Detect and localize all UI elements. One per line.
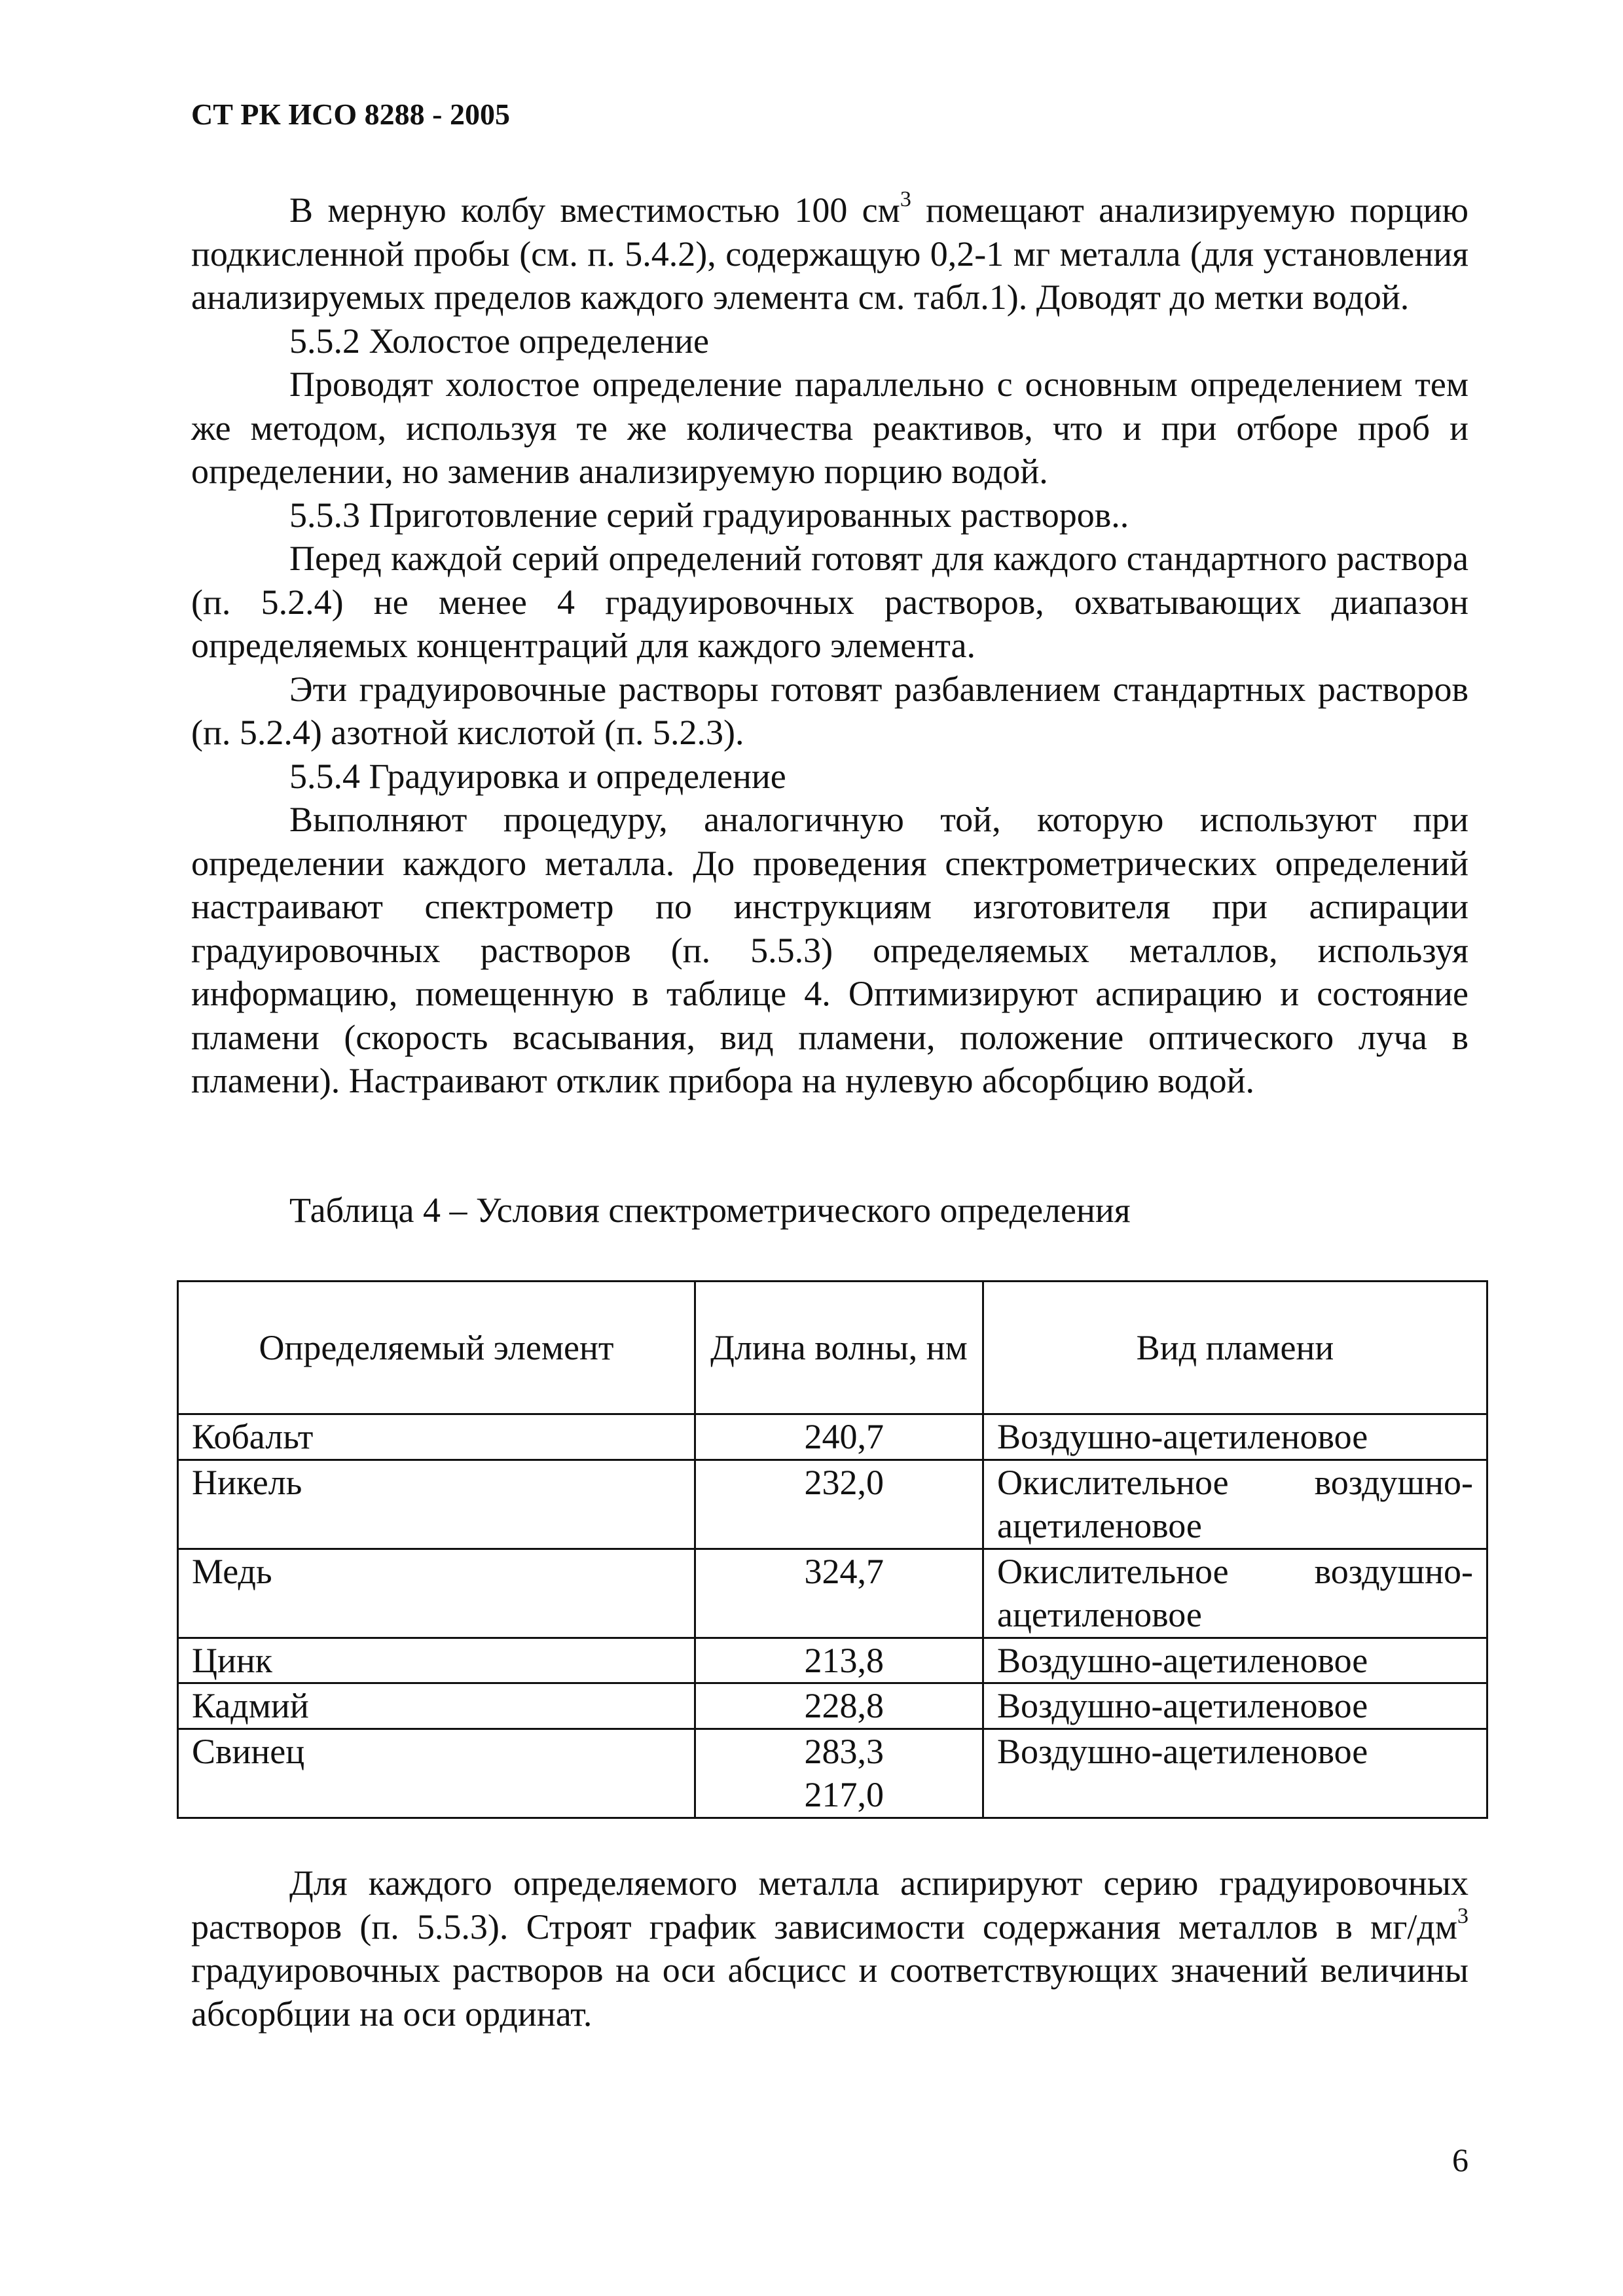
page-number: 6: [1452, 2142, 1468, 2178]
spectrometry-conditions-table: [177, 1280, 1488, 1819]
paragraph-calibration-series: Перед каждой серий определений готовят для каждого стандартного раствора (п. 5.2.4) не менее 4 градуировочных растворов, охватывающих диапазон определяемых концентраций для каждого элемента.: [191, 539, 1468, 665]
document-header: СТ РК ИСО 8288 - 2005: [191, 98, 510, 131]
cell-element: Кобальт: [178, 1414, 695, 1460]
paragraph-blank-determination: Проводят холостое определение параллельно с основным определением тем же методом, используя те же количества реактивов, что и при отборе проб и определении, но заменив анализируемую порцию водой.: [191, 365, 1468, 491]
table-row: [178, 1460, 1487, 1549]
cell-wavelength: 240,7: [695, 1414, 983, 1460]
table-row: [178, 1683, 1487, 1729]
paragraph-graph-text-a: Для каждого определяемого металла аспирируют серию градуировочных растворов (п. 5.5.3). Строят график зависимости содержания металлов в мг/дм: [191, 1863, 1468, 1946]
cell-flame: Воздушно-ацетиленовое: [983, 1638, 1487, 1683]
table-caption: Таблица 4 – Условия спектрометрического определения: [289, 1191, 1131, 1230]
cell-wavelength-primary: 283,3: [804, 1731, 884, 1771]
cell-flame: Окислительное воздушно-ацетиленовое: [983, 1549, 1487, 1638]
cell-element: Кадмий: [178, 1683, 695, 1729]
table-row: [178, 1414, 1487, 1460]
table-row: [178, 1729, 1487, 1818]
table-row: [178, 1549, 1487, 1638]
paragraph-calibration-graph: [191, 1861, 1468, 2036]
paragraph-flask: [191, 188, 1468, 319]
paragraph-calibration-procedure: Выполняют процедуру, аналогичную той, которую используют при определении каждого металла. До проведения спектрометрических определений настраивают спектрометр по инструкциям изготовителя при аспирации градуировочных растворов (п. 5.5.3) определяемых металлов, используя информацию, помещенную в таблице 4. Оптимизируют аспирацию и состояние пламени (скорость всасывания, вид пламени, положение оптического луча в пламени). Настраивают отклик прибора на нулевую абсорбцию водой.: [191, 800, 1468, 1100]
column-header-wavelength: Длина волны, нм: [695, 1282, 983, 1414]
cell-wavelength: 324,7: [695, 1549, 983, 1638]
cell-flame: Воздушно-ацетиленовое: [983, 1683, 1487, 1729]
paragraph-flask-text-b: помещают анализируемую порцию подкисленной пробы (см. п. 5.4.2), содержащую 0,2-1 мг металла (для установления анализируемых пределов каждого элемента см. табл.1). Доводят до метки водой.: [191, 190, 1469, 317]
table-header-row: [178, 1282, 1487, 1414]
column-header-element: Определяемый элемент: [178, 1282, 695, 1414]
cell-flame: Воздушно-ацетиленовое: [983, 1414, 1487, 1460]
cell-wavelength: [695, 1729, 983, 1818]
cell-element: Цинк: [178, 1638, 695, 1683]
cell-element: Никель: [178, 1460, 695, 1549]
superscript-cubic-dm: 3: [1457, 1903, 1468, 1928]
cell-flame: Окислительное воздушно-ацетиленовое: [983, 1460, 1487, 1549]
paragraph-flask-text-a: В мерную колбу вместимостью 100 см: [289, 190, 900, 230]
cell-flame: Воздушно-ацетиленовое: [983, 1729, 1487, 1818]
table-row: [178, 1638, 1487, 1683]
section-heading-5-5-4: 5.5.4 Градуировка и определение: [289, 756, 786, 796]
cell-element: Медь: [178, 1549, 695, 1638]
column-header-flame: Вид пламени: [983, 1282, 1487, 1414]
cell-element: Свинец: [178, 1729, 695, 1818]
superscript-cubic: 3: [900, 187, 911, 211]
main-text: [191, 188, 1468, 1103]
cell-wavelength: 228,8: [695, 1683, 983, 1729]
closing-text: [191, 1861, 1468, 2036]
section-heading-5-5-2: 5.5.2 Холостое определение: [289, 321, 709, 361]
cell-wavelength-secondary: 217,0: [804, 1775, 884, 1814]
paragraph-calibration-dilution: Эти градуировочные растворы готовят разбавлением стандартных растворов (п. 5.2.4) азотной кислотой (п. 5.2.3).: [191, 669, 1468, 752]
paragraph-graph-text-b: градуировочных растворов на оси абсцисс и соответствующих значений величины абсорбции на оси ординат.: [191, 1950, 1468, 2034]
cell-wavelength: 232,0: [695, 1460, 983, 1549]
cell-wavelength: 213,8: [695, 1638, 983, 1683]
section-heading-5-5-3: 5.5.3 Приготовление серий градуированных растворов..: [289, 495, 1129, 535]
